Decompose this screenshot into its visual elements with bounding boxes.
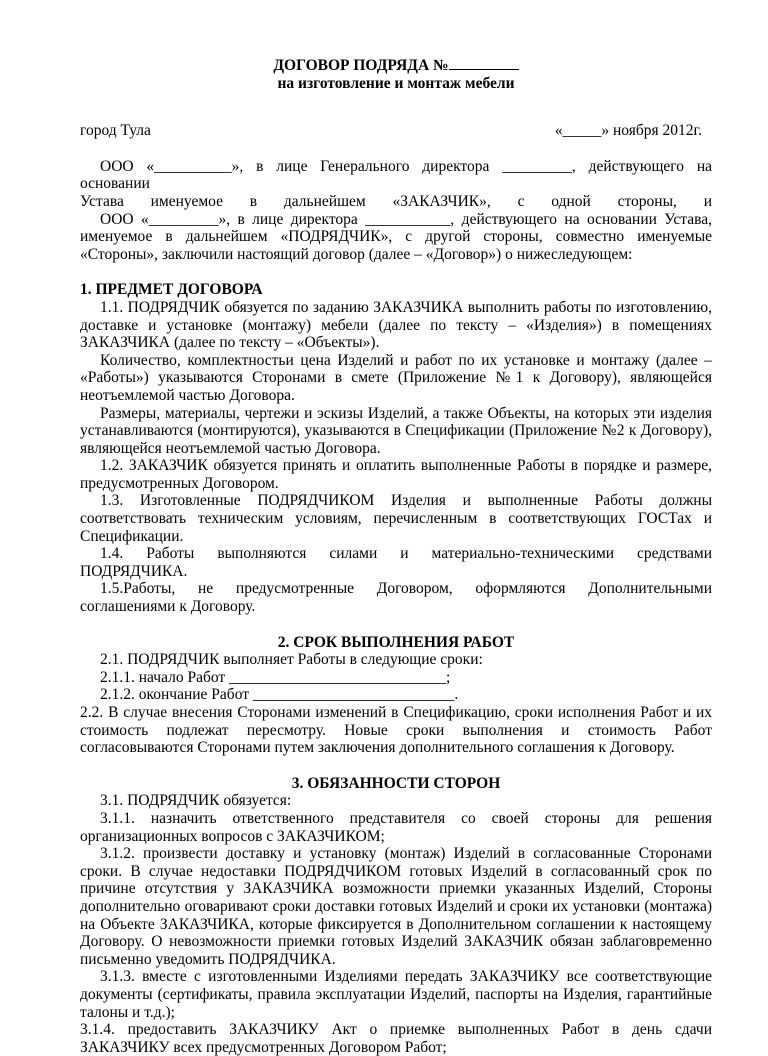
section-1-4-line-1: 1.4. Работы выполняются силами и материально-техническими средствами (100, 545, 712, 563)
section-3-heading: 3. ОБЯЗАННОСТИ СТОРОН (291, 774, 501, 792)
city: город Тула (80, 122, 151, 140)
section-1-5-line-1: 1.5.Работы, не предусмотренные Договором, оформляются Дополнительными (100, 580, 712, 598)
section-1-paragraph: 1.2. ЗАКАЗЧИК обязуется принять и оплатить выполненные Работы в порядке и размере, предусмотренных Договором. (80, 457, 712, 492)
section-2-2: 2.2. В случае внесения Сторонами изменений в Спецификацию, сроки исполнения Работ и их стоимость подлежат пересмотру. Новые сроки выполнения и стоимость Работ согласовываются Сторонами путем заключения дополнительного соглашения к Договору. (80, 704, 712, 757)
section-2-1-1: 2.1.1. начало Работ ____________________________; (100, 668, 451, 686)
section-2-heading: 2. СРОК ВЫПОЛНЕНИЯ РАБОТ (277, 633, 515, 651)
section-1-4-line-2: ПОДРЯДЧИКА. (80, 562, 188, 580)
section-2-1-2: 2.1.2. окончание Работ __________________________. (100, 686, 459, 704)
title-number-blank (449, 56, 519, 70)
section-1-paragraph: Количество, комплектностьи цена Изделий и работ по их установке и монтажу (далее – «Работы») указываются Сторонами в смете (Приложение №1 к Договору), являющейся неотъемлемой частью Договора. (80, 351, 712, 404)
section-1-paragraph: Размеры, материалы, чертежи и эскизы Изделий, а также Объекты, на которых эти изделия устанавливаются (монтируются), указываются в Спецификации (Приложение №2 к Договору), являющейся неотъемлемой частью Договора. (80, 404, 712, 457)
section-3-1-4: 3.1.4. предоставить ЗАКАЗЧИКУ Акт о приемке выполненных Работ в день сдачи ЗАКАЗЧИКУ всех предусмотренных Договором Работ; (80, 1021, 712, 1056)
section-1-paragraph: 1.3. Изготовленные ПОДРЯДЧИКОМ Изделия и выполненные Работы должны соответствовать техническим условиям, перечисленным в соответствующих ГОСТах и Спецификации. (80, 492, 712, 545)
document-title (80, 56, 712, 75)
section-2-1: 2.1. ПОДРЯДЧИК выполняет Работы в следующие сроки: (100, 651, 483, 669)
section-1-paragraph: 1.1. ПОДРЯДЧИК обязуется по заданию ЗАКАЗЧИКА выполнить работы по изготовлению, доставке и установке (монтажу) мебели (далее по тексту – «Изделия») в помещениях ЗАКАЗЧИКА (далее по тексту – «Объекты»). (80, 298, 712, 352)
document-subtitle: на изготовление и монтаж мебели (277, 74, 515, 92)
preamble-line-2: Устава именуемое в дальнейшем «ЗАКАЗЧИК», с одной стороны, и (80, 192, 712, 210)
section-3-paragraph: 3.1.2. произвести доставку и установку (монтаж) Изделий в согласованные Сторонами сроки. В случае недоставки ПОДРЯДЧИКОМ готовых Изделий в согласованный срок по причине отсутствия у ЗАКАЗЧИКА возможности приемки указанных Изделий, Стороны дополнительно оговаривают сроки доставки готовых Изделий и сроки их установки (монтажа) на Объекте ЗАКАЗЧИКА, которые фиксируется в Дополнительном соглашении к настоящему Договору. О невозможности приемки готовых Изделий ЗАКАЗЧИК обязан заблаговременно письменно уведомить ПОДРЯДЧИКА. (80, 845, 712, 968)
section-3-1: 3.1. ПОДРЯДЧИК обязуется: (100, 792, 292, 810)
section-3-paragraph: 3.1.3. вместе с изготовленными Изделиями передать ЗАКАЗЧИКУ все соответствующие документы (сертификаты, правила эксплуатации Изделий, паспорты на Изделия, гарантийные талоны и т.д.); (80, 968, 712, 1021)
section-3-paragraph: 3.1.1. назначить ответственного представителя со своей стороны для решения организационных вопросов с ЗАКАЗЧИКОМ; (80, 809, 712, 845)
city-date-line (80, 122, 712, 140)
section-1-5-line-2: соглашениями к Договору. (80, 598, 256, 616)
preamble-line-1: ООО «__________», в лице Генерального директора _________, действующего на основании (80, 157, 712, 193)
title-text: ДОГОВОР ПОДРЯДА № (273, 57, 449, 74)
preamble-line-3: ООО «_________», в лице директора ___________, действующего на основании Устава, именуемое в дальнейшем «ПОДРЯДЧИК», с другой стороны, совместно именуемые «Стороны», заключили настоящий договор (далее – «Договор») о нижеследующем: (80, 210, 712, 263)
section-1-heading: 1. ПРЕДМЕТ ДОГОВОРА (80, 281, 263, 299)
contract-date: «_____» ноября 2012г. (554, 122, 702, 140)
